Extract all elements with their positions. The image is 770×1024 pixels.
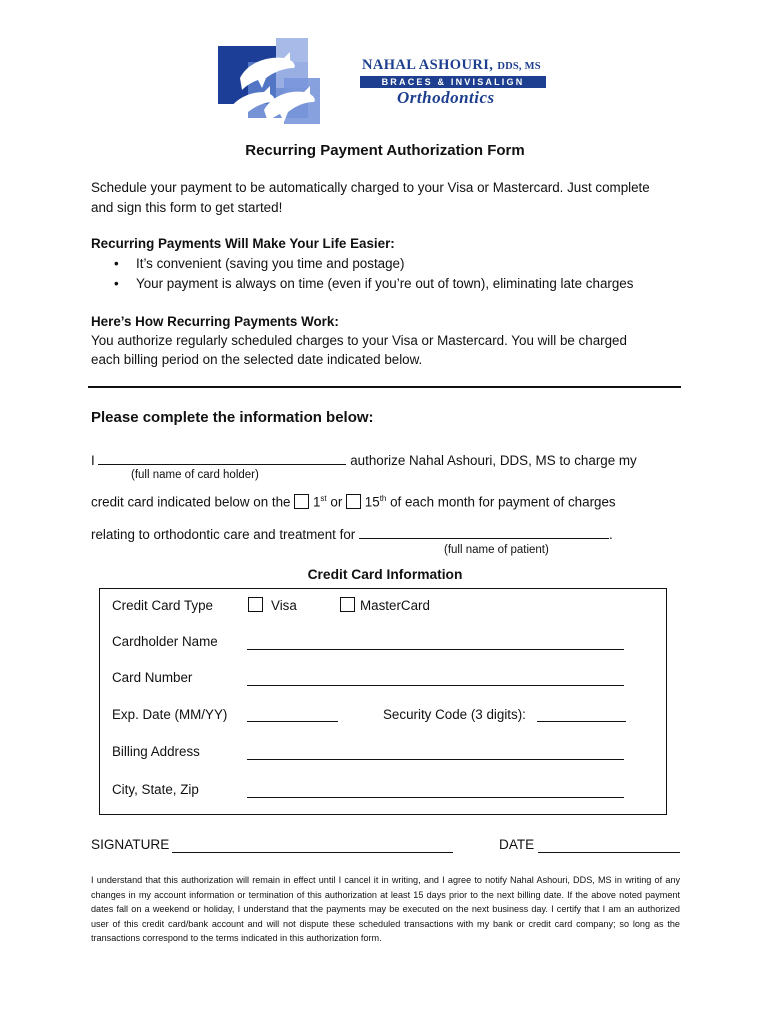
visa-checkbox[interactable] (248, 597, 263, 612)
dolphins-logo-icon (218, 38, 324, 126)
practice-tagline: BRACES & INVISALIGN (360, 76, 546, 88)
mastercard-label: MasterCard (360, 598, 430, 613)
security-code-input[interactable] (537, 721, 626, 722)
cardholder-name-label: Cardholder Name (112, 634, 218, 649)
card-number-input[interactable] (247, 685, 624, 686)
complete-heading: Please complete the information below: (91, 409, 374, 426)
date-input[interactable] (538, 852, 680, 853)
billing-address-label: Billing Address (112, 744, 200, 759)
patient-caption: (full name of patient) (444, 544, 549, 556)
authorization-line-2: credit card indicated below on the 1st or 15th of each month for payment of charges (91, 494, 616, 510)
bullet-icon: • (114, 256, 119, 271)
mastercard-checkbox[interactable] (340, 597, 355, 612)
card-type-label: Credit Card Type (112, 598, 213, 613)
intro-line-2: and sign this form to get started! (91, 200, 283, 215)
first-of-month-checkbox[interactable] (294, 494, 309, 509)
security-code-label: Security Code (3 digits): (383, 707, 526, 722)
form-title: Recurring Payment Authorization Form (245, 142, 525, 159)
how-heading: Here’s How Recurring Payments Work: (91, 314, 339, 329)
authorization-line-1: I authorize Nahal Ashouri, DDS, MS to charge my (91, 450, 637, 471)
credit-card-box (99, 588, 667, 815)
credit-card-title: Credit Card Information (307, 567, 463, 582)
benefit-item: • Your payment is always on time (even if you’re out of town), eliminating late charges (114, 274, 633, 294)
bullet-icon: • (114, 276, 119, 291)
signature-label: SIGNATURE (91, 837, 170, 852)
benefits-heading: Recurring Payments Will Make Your Life Easier: (91, 236, 395, 251)
exp-date-input[interactable] (247, 721, 338, 722)
billing-address-input[interactable] (247, 759, 624, 760)
fine-print: I understand that this authorization will remain in effect until I cancel it in writing, and I agree to notify Nahal Ashouri, DDS, MS in writing of any changes in my account information or termination of this authorization at least 15 days prior to the next billing date. If the above noted payment dates fall on a weekend or holiday, I understand that the payments may be executed on the next business day. I certify that I am an authorized user of this credit card/bank account and will not dispute these scheduled transactions with my bank or credit card company; so long as the transactions correspond to the terms indicated in this authorization form. (91, 875, 680, 944)
city-state-zip-label: City, State, Zip (112, 782, 199, 797)
practice-specialty: Orthodontics (397, 88, 495, 107)
visa-label: Visa (271, 598, 297, 613)
fifteenth-of-month-checkbox[interactable] (346, 494, 361, 509)
practice-name: NAHAL ASHOURI, DDS, MS (362, 57, 541, 73)
city-state-zip-input[interactable] (247, 797, 624, 798)
authorization-line-3: relating to orthodontic care and treatment for . (91, 524, 613, 545)
patient-name-field[interactable] (359, 524, 609, 539)
how-line-2: each billing period on the selected date indicated below. (91, 352, 423, 367)
holder-caption: (full name of card holder) (131, 469, 259, 481)
card-number-label: Card Number (112, 670, 193, 685)
signature-input[interactable] (172, 852, 453, 853)
date-label: DATE (499, 837, 535, 852)
intro-line-1: Schedule your payment to be automatically charged to your Visa or Mastercard. Just complete (91, 180, 650, 195)
cardholder-name-field[interactable] (98, 450, 346, 465)
benefit-item: • It’s convenient (saving you time and postage) (114, 254, 404, 274)
cardholder-name-input[interactable] (247, 649, 624, 650)
exp-date-label: Exp. Date (MM/YY) (112, 707, 228, 722)
section-divider (88, 386, 681, 388)
how-line-1: You authorize regularly scheduled charges to your Visa or Mastercard. You will be charged (91, 333, 627, 348)
